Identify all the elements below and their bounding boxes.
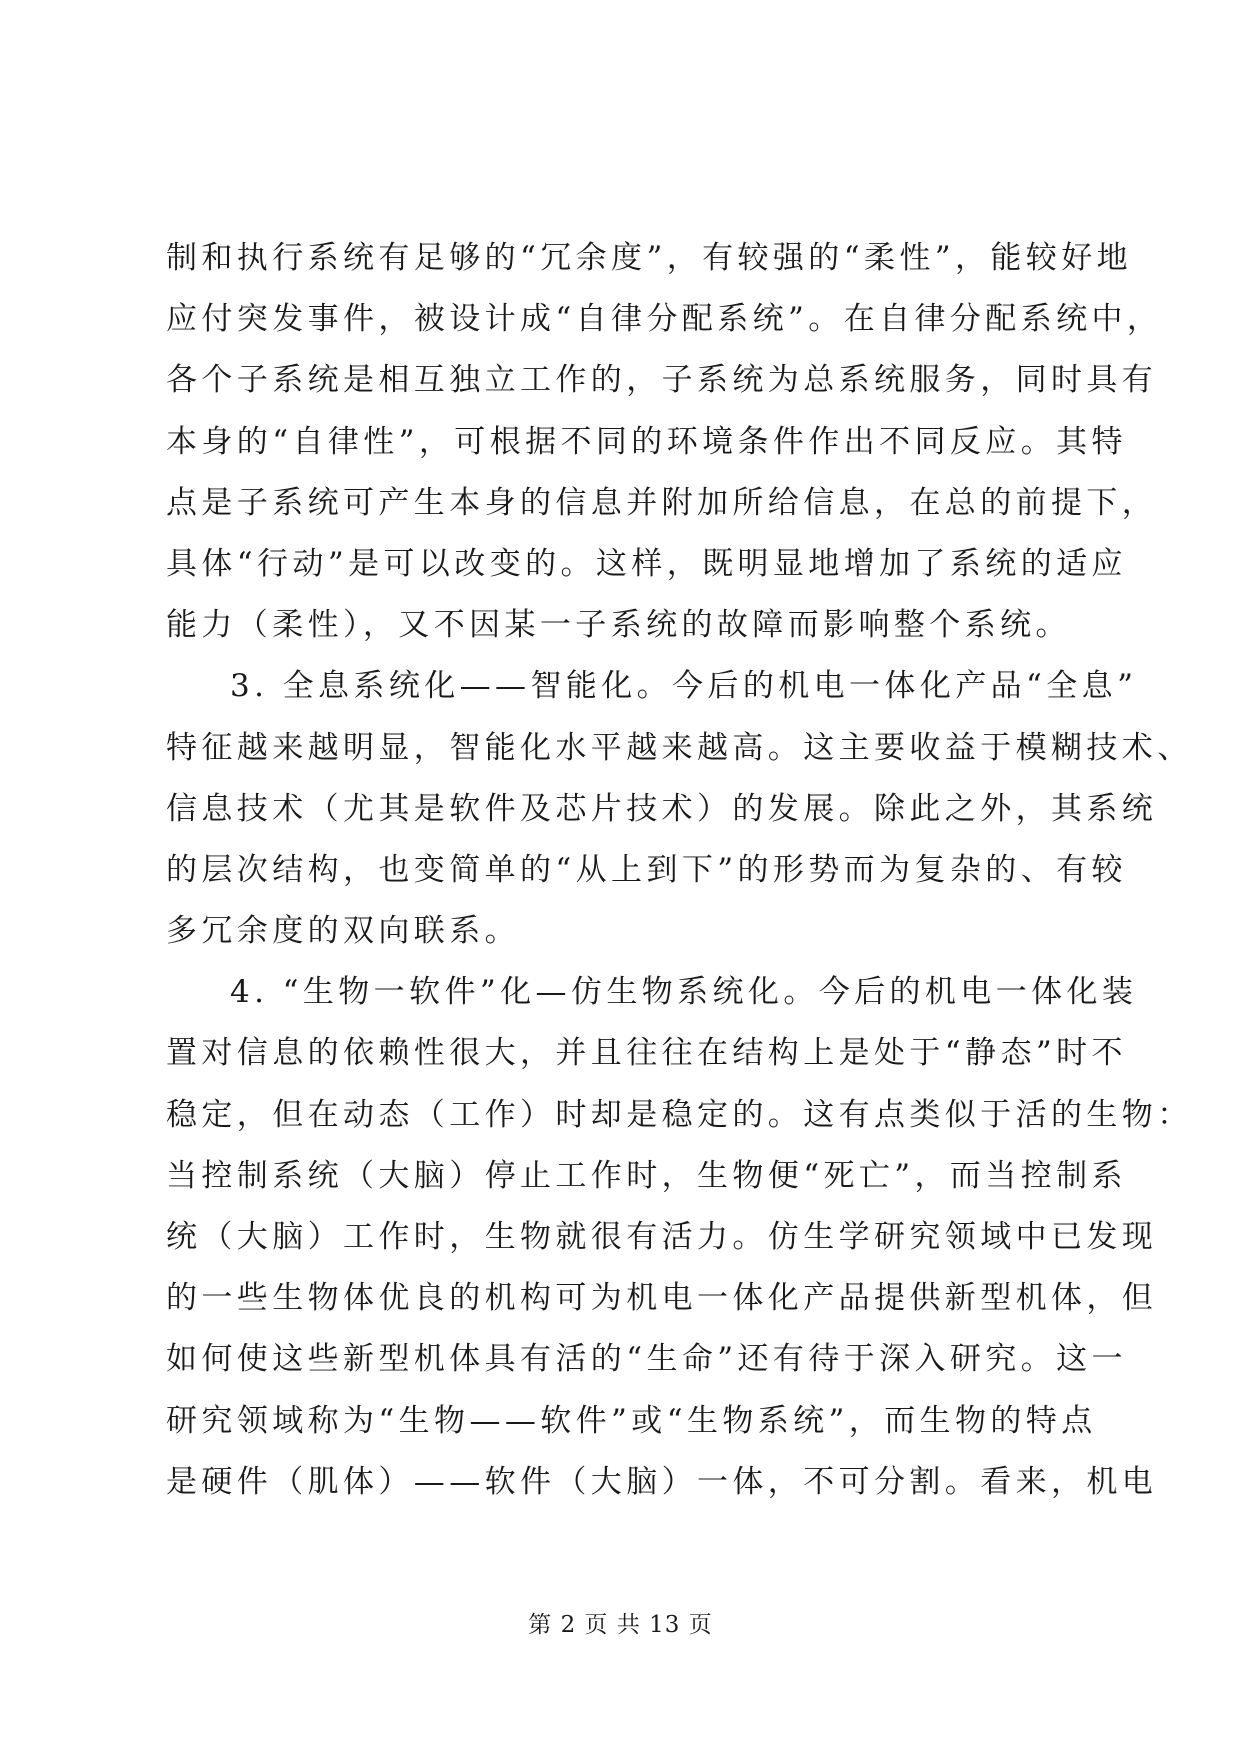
text-line: 稳定，但在动态（工作）时却是稳定的。这有点类似于活的生物：	[166, 1096, 1193, 1133]
page-footer: 第 2 页 共 13 页	[528, 1612, 713, 1638]
text-line: 的一些生物体优良的机构可为机电一体化产品提供新型机体，但	[166, 1280, 1158, 1317]
text-line: 具体“行动”是可以改变的。这样，既明显地增加了系统的适应	[166, 545, 1127, 582]
text-line: 统（大脑）工作时，生物就很有活力。仿生学研究领域中已发现	[166, 1219, 1158, 1255]
text-line: 信息技术（尤其是软件及芯片技术）的发展。除此之外，其系统	[166, 790, 1158, 827]
text-line: 制和执行系统有足够的“冗余度”，有较强的“柔性”，能较好地	[166, 240, 1132, 276]
text-line: 研究领域称为“生物——软件”或“生物系统”，而生物的特点	[166, 1402, 1097, 1439]
text-line: 多冗余度的双向联系。	[166, 913, 520, 950]
body-text	[166, 228, 1193, 1513]
text-line: 各个子系统是相互独立工作的，子系统为总系统服务，同时具有	[166, 362, 1158, 399]
text-line: 是硬件（肌体）——软件（大脑）一体，不可分割。看来，机电	[166, 1463, 1158, 1500]
text-line: 本身的“自律性”，可根据不同的环境条件作出不同反应。其特	[166, 423, 1127, 460]
text-line: 置对信息的依赖性很大，并且往往在结构上是处于“静态”时不	[166, 1035, 1127, 1072]
text-line: 当控制系统（大脑）停止工作时，生物便“死亡”，而当控制系	[166, 1157, 1127, 1194]
paragraph-start-line: 3. 全息系统化——智能化。今后的机电一体化产品“全息”	[230, 668, 1138, 705]
text-line: 应付突发事件，被设计成“自律分配系统”。在自律分配系统中，	[166, 301, 1163, 338]
text-line: 能力（柔性），又不因某一子系统的故障而影响整个系统。	[166, 607, 1071, 644]
paragraph-start-line: 4. “生物一软件”化—仿生物系统化。今后的机电一体化装	[230, 974, 1138, 1011]
text-line: 的层次结构，也变简单的“从上到下”的形势而为复杂的、有较	[166, 851, 1127, 888]
text-line: 点是子系统可产生本身的信息并附加所给信息，在总的前提下，	[166, 484, 1158, 521]
text-line: 如何使这些新型机体具有活的“生命”还有待于深入研究。这一	[166, 1341, 1127, 1378]
text-line: 特征越来越明显，智能化水平越来越高。这主要收益于模糊技术、	[166, 729, 1193, 766]
